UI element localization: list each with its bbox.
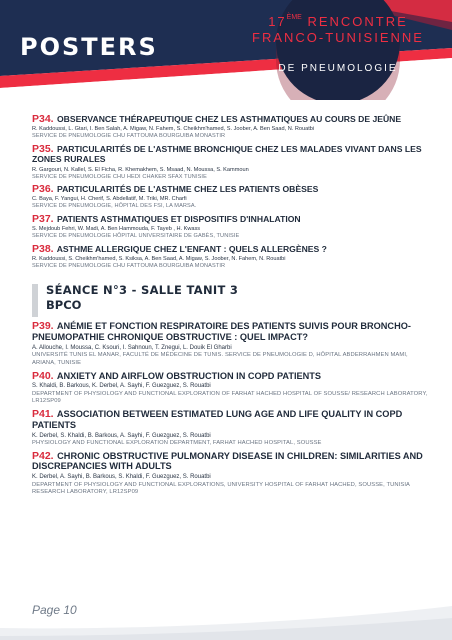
poster-title: P35. PARTICULARITÉS DE L'ASTHME BRONCHIQUE CHEZ LES MALADES VIVANT DANS LES ZONES RURALES xyxy=(32,142,422,165)
poster-entry xyxy=(32,409,430,448)
session-subtitle: BPCO xyxy=(46,298,82,313)
poster-affiliation: SERVICE DE PNEUMOLOGIE HÔPITAL UNIVERSITAIRE DE GABÈS, TUNISIE xyxy=(32,233,240,240)
section-title: POSTERS xyxy=(20,33,158,61)
poster-number: P42. xyxy=(32,449,54,462)
poster-number: P40. xyxy=(32,369,54,382)
poster-affiliation: SERVICE DE PNEUMOLOGIE CHU FATTOUMA BOURGUIBA MONASTIR xyxy=(32,263,226,270)
page-header xyxy=(0,0,452,100)
poster-authors: K. Derbel, A. Sayhi, B. Barkous, S. Khaldi, F. Guezguez, S. Rouatbi xyxy=(32,474,211,481)
poster-title: P34. OBSERVANCE THÉRAPEUTIQUE CHEZ LES ASTHMATIQUES AU COURS DE JEÛNE xyxy=(32,113,402,125)
poster-affiliation: DEPARTMENT OF PHYSIOLOGY AND FUNCTIONAL EXPLORATION OF FARHAT HACHED HOSPITAL OF SOUSSE/ RESEARCH LABORATORY, LR12SP09 xyxy=(32,390,428,405)
session-accent-bar xyxy=(32,284,38,317)
poster-authors: R. Kaddoussi, S. Cheikhm'hamed, S. Ksiksa, A. Ben Saad, A. Migaw, S. Joober, N. Fahem, N. Rouatbi xyxy=(32,256,286,263)
poster-affiliation: SERVICE DE PNEUMOLOGIE CHU HEDI CHAKER SFAX TUNISIE xyxy=(32,173,207,180)
poster-authors: S. Khaldi, B. Barkous, K. Derbel, A. Sayhi, F. Guezguez, S. Rouatbi xyxy=(32,383,211,390)
poster-entry xyxy=(32,244,430,271)
poster-affiliation: SERVICE DE PNEUMOLOGIE, HÔPITAL DES FSI, LA MARSA. xyxy=(32,203,197,210)
poster-entry xyxy=(32,184,430,211)
poster-entry xyxy=(32,321,430,367)
poster-number: P39. xyxy=(32,320,54,333)
poster-title: P41. ASSOCIATION BETWEEN ESTIMATED LUNG AGE AND LIFE QUALITY IN COPD PATIENTS xyxy=(32,408,403,430)
poster-number: P36. xyxy=(32,183,54,196)
poster-authors: R. Gargouri, N. Kallel, S. El Ficha, R. Khemakhem, S. Msaad, N. Moussa, S. Kammoun xyxy=(32,166,249,173)
poster-authors: R. Kaddoussi, L. Gtari, I. Ben Salah, A. Migaw, N. Fahem, S. Cheikhm'hamed, S. Joober, A. Ben Saad, N. Rouatbi xyxy=(32,126,315,133)
conference-title-line2: FRANCO-TUNISIENNE xyxy=(252,30,424,45)
poster-title: P37. PATIENTS ASTHMATIQUES ET DISPOSITIFS D'INHALATION xyxy=(32,212,301,225)
conference-title-line3: DE PNEUMOLOGIE xyxy=(278,63,398,74)
poster-entry xyxy=(32,214,430,241)
poster-number: P35. xyxy=(32,142,54,155)
poster-authors: K. Derbel, S. Khaldi, B. Barkous, A. Sayhi, F. Guezguez, S. Rouatbi xyxy=(32,432,211,439)
poster-number: P38. xyxy=(32,242,54,255)
conference-title-line1 xyxy=(238,14,438,29)
poster-title: P39. ANÉMIE ET FONCTION RESPIRATOIRE DES PATIENTS SUIVIS POUR BRONCHO-PNEUMOPATHIE CHRONIQUE OBSTRUCTIVE : QUEL IMPACT? xyxy=(32,320,411,343)
footer-decoration xyxy=(0,560,452,640)
poster-number: P37. xyxy=(32,212,54,225)
poster-authors: A. Allouche, I. Moussa, C. Ksouri, I. Sahnoun, T. Znegui, L. Douik El Gharbi xyxy=(32,345,232,352)
poster-entry xyxy=(32,371,430,406)
poster-title: P42. CHRONIC OBSTRUCTIVE PULMONARY DISEASE IN CHILDREN: SIMILARITIES AND DISCREPANCIES WITH ADULTS xyxy=(32,449,423,472)
poster-affiliation: PHYSIOLOGY AND FUNCTIONAL EXPLORATION DEPARTMENT, FARHAT HACHED HOSPITAL, SOUSSE xyxy=(32,440,322,447)
poster-entry xyxy=(32,114,430,141)
poster-title: P36. PARTICULARITÉS DE L'ASTHME CHEZ LES PATIENTS OBÈSES xyxy=(32,183,319,196)
poster-authors: C. Baya, F. Yangui, H. Cherif, S. Abdellatif, M. Triki, MR. Charfi xyxy=(32,196,187,203)
poster-title: P38. ASTHME ALLERGIQUE CHEZ L'ENFANT : QUELS ALLERGÈNES ? xyxy=(32,242,327,255)
poster-affiliation: SERVICE DE PNEUMOLOGIE CHU FATTOUMA BOURGUIBA MONASTIR xyxy=(32,133,226,140)
poster-affiliation: UNIVERSITÉ TUNIS EL MANAR, FACULTÉ DE MÉDECINE DE TUNIS. SERVICE DE PNEUMOLOGIE D, HÔPITAL ABDERRAHMEN MAMI, ARIANA, TUNISIE xyxy=(32,352,408,367)
poster-number: P34. xyxy=(32,113,54,125)
session-title: SÉANCE N°3 - SALLE TANIT 3 xyxy=(46,283,239,298)
left-margin xyxy=(0,100,12,640)
conference-ordinal-suffix: ÈME xyxy=(286,14,302,21)
poster-number: P41. xyxy=(32,408,54,421)
poster-entry xyxy=(32,451,430,497)
poster-entry xyxy=(32,144,430,181)
poster-affiliation: DEPARTMENT OF PHYSIOLOGY AND FUNCTIONAL EXPLORATIONS, UNIVERSITY HOSPITAL OF FARHAT HACHED, SOUSSE, TUNISIA RESEARCH LABORATORY, LR12SP09 xyxy=(32,481,410,496)
page-number: Page 10 xyxy=(32,603,77,617)
session-heading xyxy=(32,283,430,313)
poster-list xyxy=(32,114,430,500)
poster-authors: S. Mejdoub Fehri, W. Madi, A. Ben Hammouda, F. Tayeb , H. Kwass xyxy=(32,226,201,233)
conference-rencontre: RENCONTRE xyxy=(307,14,408,29)
poster-title: P40. ANXIETY AND AIRFLOW OBSTRUCTION IN COPD PATIENTS xyxy=(32,369,322,382)
conference-ordinal: 17 xyxy=(268,14,287,29)
